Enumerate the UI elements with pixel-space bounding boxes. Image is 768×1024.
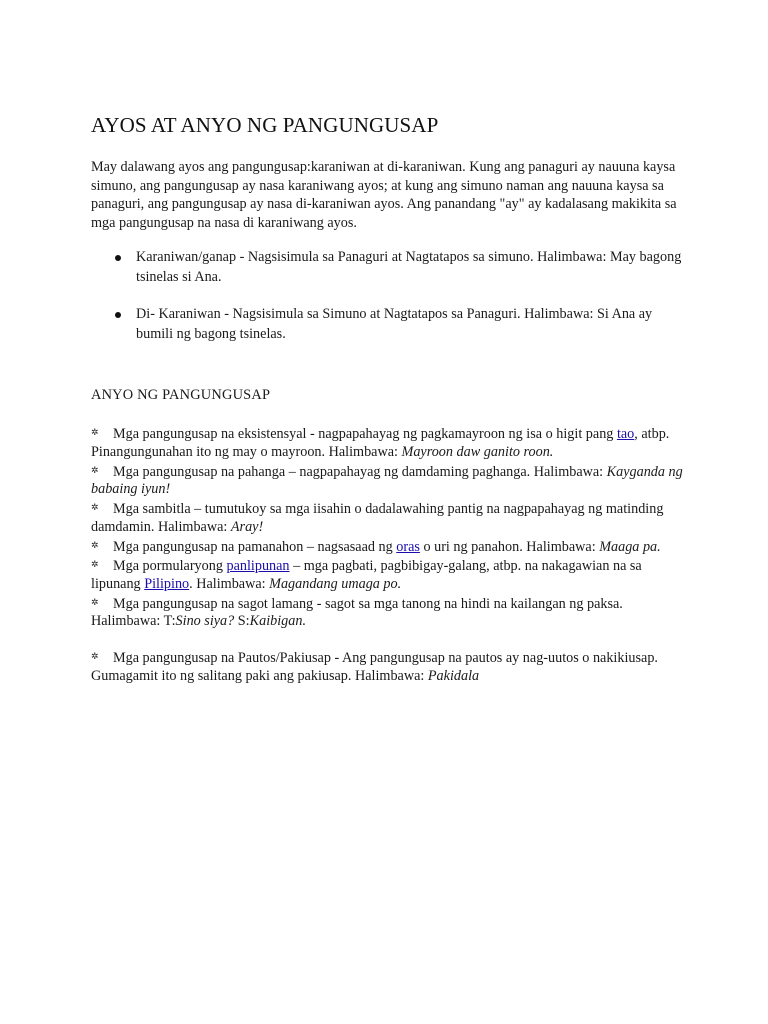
ayos-list: [91, 248, 683, 344]
example-text: Magandang umaga po.: [269, 576, 402, 592]
list-item: [91, 305, 683, 344]
anyo-item: ✲ Mga pormularyong panlipunan – mga pagbati, pagbibigay-galang, atbp. na nakagawian na sa lipunang Pilipino. Halimbawa: Magandang umaga po.: [91, 558, 642, 592]
document-title: AYOS AT ANYO NG PANGUNGUSAP: [91, 113, 439, 137]
anyo-item: ✲ Mga sambitla – tumutukoy sa mga iisahin o dadalawahing pantig na nagpapahayag ng matinding damdamin. Halimbawa: Aray!: [91, 501, 664, 535]
example-text: Kayganda ng babaing iyun!: [91, 463, 683, 498]
intro-paragraph: May dalawang ayos ang pangungusap:karaniwan at di-karaniwan. Kung ang panaguri ay nauuna kaysa simuno, ang pangungusap ay nasa karaniwang ayos; at kung ang simuno naman ang nauuna kaysa sa panaguri, ang pangungusap ay nasa di-karaniwan ayos. Ang panandang "ay" ay kadalasang makikita sa mga pangungusap na nasa di karaniwang ayos.: [91, 159, 677, 231]
example-text: Pakidala: [427, 667, 480, 684]
document-body: [91, 112, 683, 686]
anyo-item: ✲ Mga pangungusap na eksistensyal - nagpapahayag ng pagkamayroon ng isa o higit pang tao, atbp. Pinangungunahan ito ng may o mayroon. Halimbawa: Mayroon daw ganito roon.: [91, 426, 670, 461]
link-panlipunan[interactable]: panlipunan: [226, 558, 290, 575]
link-pilipino[interactable]: Pilipino: [144, 576, 190, 592]
example-text: Maaga pa.: [599, 538, 661, 555]
star-bullet-icon: ✲: [91, 539, 99, 550]
anyo-list: [91, 424, 683, 685]
example-text: Mayroon daw ganito roon.: [401, 444, 554, 461]
anyo-item: ✲ Mga pangungusap na Pautos/Pakiusap - Ang pangungusap na pautos ay nag-uutos o nakikiusap. Gumagamit ito ng salitang paki ang pakiusap. Halimbawa: Pakidala: [91, 650, 658, 684]
list-item-text: Karaniwan/ganap - Nagsisimula sa Panaguri at Nagtatapos sa simuno. Halimbawa: May bagong tsinelas si Ana.: [136, 249, 682, 285]
star-bullet-icon: ✲: [91, 651, 99, 662]
star-bullet-icon: ✲: [91, 464, 99, 475]
bullet-icon: [115, 255, 121, 261]
star-bullet-icon: ✲: [91, 502, 99, 513]
star-bullet-icon: ✲: [91, 596, 99, 607]
link-tao[interactable]: tao: [616, 426, 635, 443]
link-oras[interactable]: oras: [396, 538, 420, 555]
anyo-item: ✲ Mga pangungusap na pamanahon – nagsasaad ng oras o uri ng panahon. Halimbawa: Maaga pa.: [91, 538, 661, 555]
list-item: [91, 248, 683, 287]
anyo-item: ✲ Mga pangungusap na sagot lamang - sagot sa mga tanong na hindi na kailangan ng paksa. Halimbawa: T:Sino siya? S:Kaibigan.: [91, 595, 623, 630]
star-bullet-icon: ✲: [91, 559, 99, 570]
section-heading: ANYO NG PANGUNGUSAP: [91, 387, 271, 404]
example-text: Sino siya?: [175, 613, 235, 630]
anyo-item: ✲ Mga pangungusap na pahanga – nagpapahayag ng damdaming paghanga. Halimbawa: Kayganda ng babaing iyun!: [91, 463, 683, 498]
star-bullet-icon: ✲: [91, 427, 99, 438]
example-text: Aray!: [230, 518, 264, 535]
list-item-text: Di- Karaniwan - Nagsisimula sa Simuno at Nagtatapos sa Panaguri. Halimbawa: Si Ana ay bumili ng bagong tsinelas.: [136, 306, 653, 342]
example-text: Kaibigan.: [249, 613, 307, 630]
bullet-icon: [115, 312, 121, 318]
